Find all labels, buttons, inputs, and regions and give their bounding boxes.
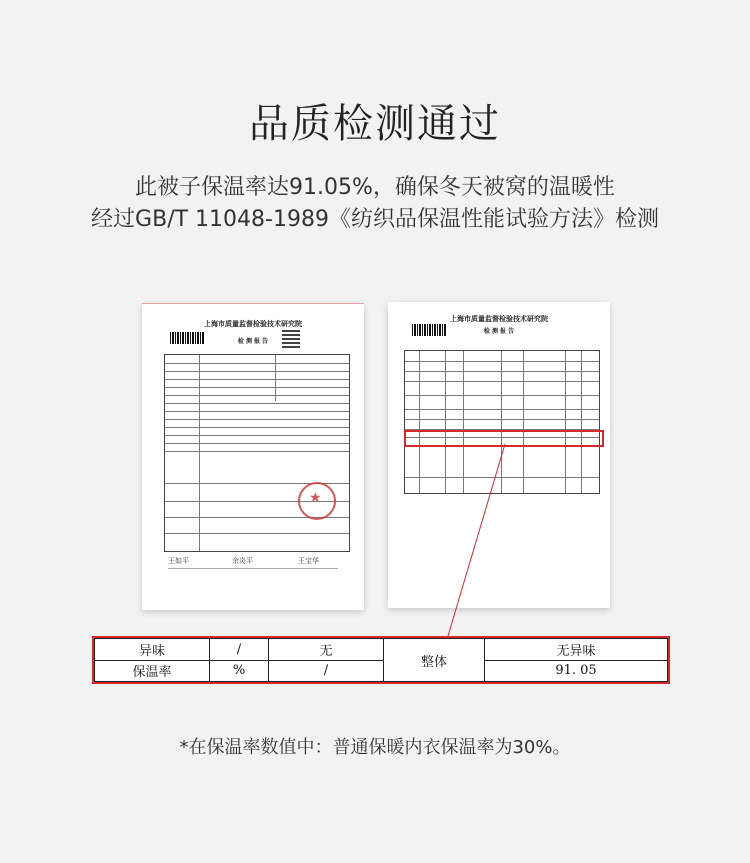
subtitle-line-2: 经过GB/T 11048-1989《纺织品保温性能试验方法》检测 [91,207,659,232]
cell-standard: / [269,660,384,682]
report-org-title: 上海市质量监督检验技术研究院 [204,319,302,328]
subtitle-line-1: 此被子保温率达91.05%，确保冬天被窝的温暖性 [135,175,615,200]
cell-unit: % [210,660,269,682]
signature-1: 王如平 [168,557,189,565]
cell-item: 保温率 [95,660,210,682]
cell-result: 无异味 [485,639,668,661]
cell-unit: / [210,639,269,661]
connector-line [448,444,505,636]
signature-3: 王宝华 [298,557,319,565]
cell-item: 异味 [95,639,210,661]
page-title: 品质检测通过 [249,101,501,147]
footnote: *在保温率数值中：普通保暖内衣保温率为30%。 [179,737,571,758]
signature-2: 余炎平 [232,557,253,565]
cell-result: 91. 05 [485,660,668,682]
official-seal-stamp: ★ [298,482,336,520]
table-row [95,639,668,661]
cell-part: 整体 [384,639,485,682]
enlarged-result-table [92,636,670,684]
report-org-title-2: 上海市质量监督检验技术研究院 [450,314,548,323]
report-doc-title: 检 测 报 告 [237,338,269,345]
report-doc-title-2: 检 测 报 告 [483,328,515,335]
cell-standard: 无 [269,639,384,661]
table-row [95,660,668,682]
